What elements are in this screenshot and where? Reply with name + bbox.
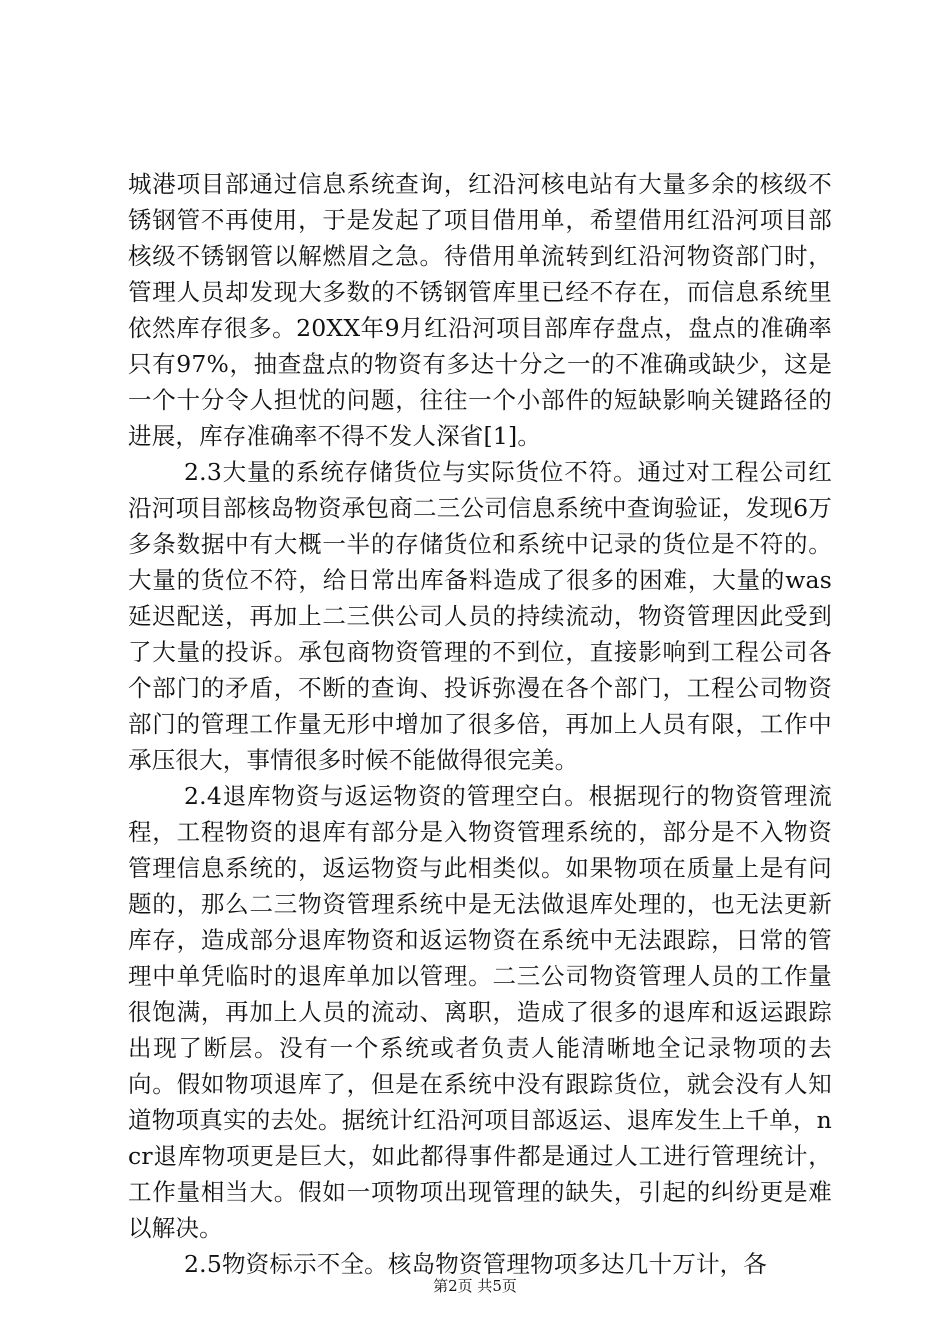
- paragraph-section-2-4: 2.4退库物资与返运物资的管理空白。根据现行的物资管理流程，工程物资的退库有部分是入物资管理系统的，部分是不入物资管理信息系统的，返运物资与此相类似。如果物项在质量上是有问题的，那么二三物资管理系统中是无法做退库处理的，也无法更新库存，造成部分退库物资和返运物资在系统中无法跟踪，日常的管理中单凭临时的退库单加以管理。二三公司物资管理人员的工作量很饱满，再加上人员的流动、离职，造成了很多的退库和返运跟踪出现了断层。没有一个系统或者负责人能清晰地全记录物项的去向。假如物项退库了，但是在系统中没有跟踪货位，就会没有人知道物项真实的去处。据统计红沿河项目部返运、退库发生上千单，ncr退库物项更是巨大，如此都得事件都是通过人工进行管理统计，工作量相当大。假如一项物项出现管理的缺失，引起的纠纷更是难以解决。: [128, 782, 832, 1242]
- document-body: [128, 166, 832, 1282]
- paragraph-section-2-3: 2.3大量的系统存储货位与实际货位不符。通过对工程公司红沿河项目部核岛物资承包商二三公司信息系统中查询验证，发现6万多条数据中有大概一半的存储货位和系统中记录的货位是不符的。大量的货位不符，给日常出库备料造成了很多的困难，大量的was延迟配送，再加上二三供公司人员的持续流动，物资管理因此受到了大量的投诉。承包商物资管理的不到位，直接影响到工程公司各个部门的矛盾，不断的查询、投诉弥漫在各个部门，工程公司物资部门的管理工作量无形中增加了很多倍，再加上人员有限，工作中承压很大，事情很多时候不能做得很完美。: [128, 458, 832, 774]
- page-footer: 第2页 共5页: [433, 1277, 517, 1295]
- paragraph-continuation: 城港项目部通过信息系统查询，红沿河核电站有大量多余的核级不锈钢管不再使用，于是发起了项目借用单，希望借用红沿河项目部核级不锈钢管以解燃眉之急。待借用单流转到红沿河物资部门时，管理人员却发现大多数的不锈钢管库里已经不存在，而信息系统里依然库存很多。20XX年9月红沿河项目部库存盘点，盘点的准确率只有97%，抽查盘点的物资有多达十分之一的不准确或缺少，这是一个十分令人担忧的问题，往往一个小部件的短缺影响关键路径的进展，库存准确率不得不发人深省[1]。: [128, 170, 832, 450]
- paragraph-section-2-5: 2.5物资标示不全。核岛物资管理物项多达几十万计，各: [184, 1250, 768, 1278]
